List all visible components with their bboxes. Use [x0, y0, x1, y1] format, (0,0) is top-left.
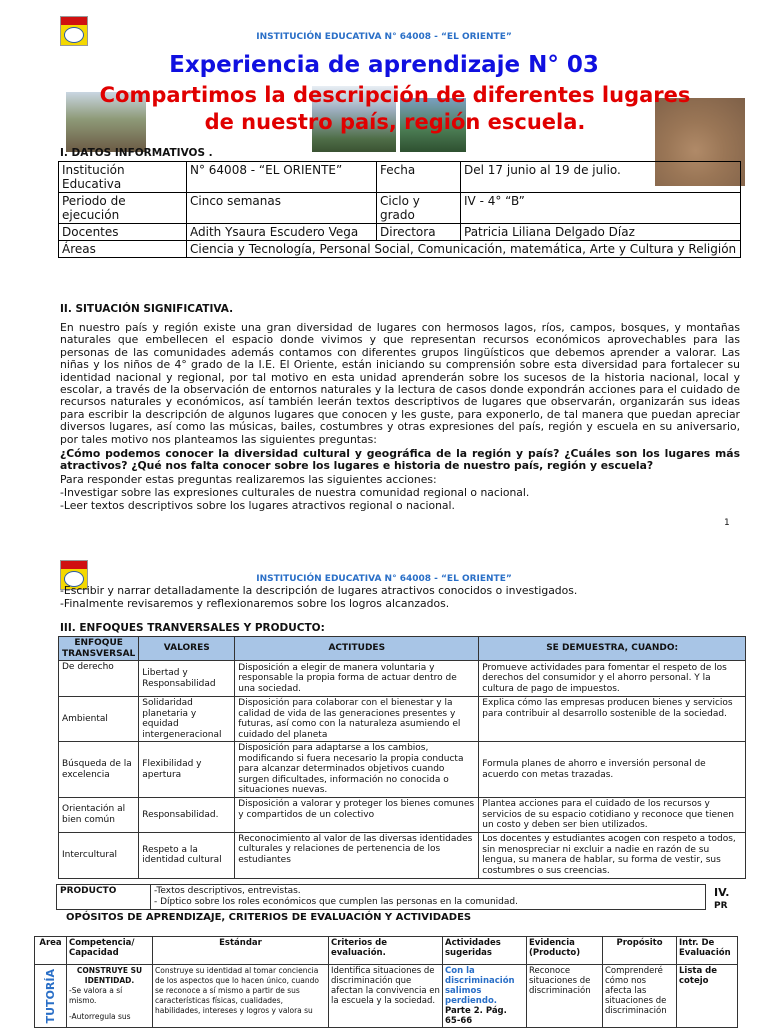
subtitle-line-2: de nuestro país, región escuela. — [204, 110, 586, 134]
criterios-cell: Identifica situaciones de discriminación que afectan la convivencia en la escuela y la sociedad. — [329, 965, 443, 1028]
product-line: - Díptico sobre los roles económicos que cumplen las personas en la comunidad. — [154, 897, 518, 907]
actividades-cell — [443, 965, 527, 1028]
table-row — [59, 661, 746, 697]
value-cell: Patricia Liliana Delgado Díaz — [461, 224, 741, 241]
column-header: Estándar — [153, 937, 329, 965]
demuestra-cell: Los docentes y estudiantes acogen con respeto a todos, sin menospreciar ni excluir a nadie en razón de su lengua, su manera de hablar, su forma de vestir, sus costumbres o sus creencias. — [479, 832, 746, 878]
product-label: PRODUCTO — [57, 885, 151, 910]
demuestra-cell: Plantea acciones para el cuidado de los recursos y servicios de su espacio cotidiano y reconoce que tienen un costo y deben ser bien utilizados. — [479, 798, 746, 833]
section-4-number: IV. — [714, 886, 730, 899]
product-line: -Textos descriptivos, entrevistas. — [154, 886, 301, 896]
column-header: Criterios de evaluación. — [329, 937, 443, 965]
table-row — [59, 162, 741, 193]
valores-cell: Solidaridad planetaria y equidad intergeneracional — [139, 697, 235, 742]
column-header: Evidencia (Producto) — [527, 937, 603, 965]
column-header: Actividades sugeridas — [443, 937, 527, 965]
valores-cell: Flexibilidad y apertura — [139, 742, 235, 798]
activity-title: Con la discriminación salimos perdiendo. — [445, 966, 515, 1006]
label-cell: Fecha — [377, 162, 461, 193]
label-cell: Docentes — [59, 224, 187, 241]
valores-cell: Respeto a la identidad cultural — [139, 832, 235, 878]
label-cell: Áreas — [59, 241, 187, 258]
datos-informativos-table — [58, 161, 741, 258]
label-cell: Directora — [377, 224, 461, 241]
page-number: 1 — [724, 518, 730, 528]
enfoque-cell: De derecho — [59, 661, 139, 697]
area-label: TUTORÍA — [43, 968, 57, 1024]
competencia-title: CONSTRUYE SU IDENTIDAD. — [76, 966, 143, 985]
table-row — [59, 832, 746, 878]
proposito-cell: Comprenderé cómo nos afecta las situaciones de discriminación — [603, 965, 677, 1028]
table-header-row — [35, 937, 738, 965]
table-row — [35, 965, 738, 1028]
competencia-item: -Se valora a sí mismo. — [69, 986, 123, 1005]
table-row — [59, 697, 746, 742]
estandar-cell: Construye su identidad al tomar conciencia de los aspectos que lo hacen único, cuando se reconoce a sí mismo a partir de sus características físicas, cualidades, habilidades, intereses y logros y valora su — [153, 965, 329, 1028]
table-row — [59, 193, 741, 224]
page-title: Experiencia de aprendizaje N° 03 — [169, 52, 599, 78]
enfoque-cell: Orientación al bien común — [59, 798, 139, 833]
enfoque-cell: Intercultural — [59, 832, 139, 878]
actitudes-cell: Disposición a valorar y proteger los bienes comunes y compartidos de un colectivo — [235, 798, 479, 833]
value-cell: Cinco semanas — [187, 193, 377, 224]
section-4-heading-prefix: PR — [714, 901, 728, 911]
action-item: -Finalmente revisaremos y reflexionaremos sobre los logros alcanzados. — [60, 597, 450, 610]
valores-cell: Libertad y Responsabilidad — [139, 661, 235, 697]
table-row — [57, 885, 706, 910]
activity-reference: Parte 2. Pág. 65-66 — [445, 1006, 507, 1026]
value-cell: N° 64008 - “EL ORIENTE” — [187, 162, 377, 193]
enfoques-table — [58, 636, 746, 879]
propositos-table — [34, 936, 738, 1028]
demuestra-cell: Explica cómo las empresas producen bienes y servicios para contribuir al desarrollo sostenible de la sociedad. — [479, 697, 746, 742]
action-item: -Investigar sobre las expresiones culturales de nuestra comunidad regional o nacional. — [60, 486, 530, 499]
competencia-cell — [67, 965, 153, 1028]
enfoque-cell: Búsqueda de la excelencia — [59, 742, 139, 798]
action-item: -Escribir y narrar detalladamente la descripción de lugares atractivos conocidos o investigados. — [60, 584, 578, 597]
instrumento-cell: Lista de cotejo — [677, 965, 738, 1028]
enfoque-cell: Ambiental — [59, 697, 139, 742]
institution-header: INSTITUCIÓN EDUCATIVA N° 64008 - “EL ORIENTE” — [256, 32, 512, 42]
table-row — [59, 241, 741, 258]
label-cell: Periodo de ejecución — [59, 193, 187, 224]
table-row — [59, 224, 741, 241]
table-row — [59, 742, 746, 798]
guiding-questions: ¿Cómo podemos conocer la diversidad cultural y geográfica de la región y país? ¿Cuáles son los lugares más atractivos? ¿Qué nos falta conocer sobre los lugares e historia de nuestro país, región y escuela? — [60, 447, 740, 473]
column-header: ACTITUDES — [235, 637, 479, 661]
column-header: Area — [35, 937, 67, 965]
column-header: Competencia/ Capacidad — [67, 937, 153, 965]
section-4-heading: OPÓSITOS DE APRENDIZAJE, CRITERIOS DE EVALUACIÓN Y ACTIVIDADES — [66, 912, 472, 923]
action-item: -Leer textos descriptivos sobre los lugares atractivos regional o nacional. — [60, 499, 455, 512]
column-header: ENFOQUE TRANSVERSAL — [59, 637, 139, 661]
actitudes-cell: Disposición para colaborar con el bienestar y la calidad de vida de las generaciones presentes y futuras, así como con la naturaleza asumiendo el cuidado del planeta — [235, 697, 479, 742]
section-3-heading: III. ENFOQUES TRANVERSALES Y PRODUCTO: — [60, 622, 325, 634]
value-cell: IV - 4° “B” — [461, 193, 741, 224]
actitudes-cell: Reconocimiento al valor de las diversas identidades culturales y relaciones de pertenencia de los estudiantes — [235, 832, 479, 878]
area-cell — [35, 965, 67, 1028]
value-cell: Ciencia y Tecnología, Personal Social, Comunicación, matemática, Arte y Cultura y Religión — [187, 241, 741, 258]
label-cell: Ciclo y grado — [377, 193, 461, 224]
value-cell: Adith Ysaura Escudero Vega — [187, 224, 377, 241]
evidencia-cell: Reconoce situaciones de discriminación — [527, 965, 603, 1028]
column-header: VALORES — [139, 637, 235, 661]
producto-table — [56, 884, 706, 910]
section-1-heading: I. DATOS INFORMATIVOS . — [60, 147, 213, 159]
product-value — [151, 885, 706, 910]
actions-intro: Para responder estas preguntas realizaremos las siguientes acciones: — [60, 473, 437, 486]
table-row — [59, 798, 746, 833]
label-cell: Institución Educativa — [59, 162, 187, 193]
actitudes-cell: Disposición para adaptarse a los cambios, modificando si fuera necesario la propia conducta para alcanzar determinados objetivos cuando surgen dificultades, información no conocida o situaciones nuevas. — [235, 742, 479, 798]
situation-paragraph: En nuestro país y región existe una gran diversidad de lugares con hermosos lagos, ríos, campos, bosques, y montañas naturales que embellecen el espacio donde vivimos y que representan recursos económicos aprovechables para las personas de las comunidades además contamos con diferentes grupos lingüísticos que debemos aprender a valorar. Las niñas y los niños de 4° grado de la I.E. El Oriente, están iniciando su comprensión sobre esta diversidad para fortalecer su identidad nacional y regional, por tal motivo en esta unidad aprenderán sobre los sucesos de la historia nacional, local y escolar, a través de la observación de entornos naturales y la lectura de casos donde expondrán acciones para el cuidado de recursos naturales y económicos, así también leerán textos descriptivos de lugares que observarán, organizarán sus ideas para escribir la descripción de algunos lugares que conocen y les guste, para exponerlo, de tal manera que puedan apreciar diversos lugares, así como las músicas, bailes, costumbres y otras expresiones del país, región y escuela en su aniversario, por tales motivo nos planteamos las siguientes preguntas: — [60, 321, 740, 446]
column-header: Propósito — [603, 937, 677, 965]
section-2-heading: II. SITUACIÓN SIGNIFICATIVA. — [60, 303, 234, 315]
actitudes-cell: Disposición a elegir de manera voluntaria y responsable la propia forma de actuar dentro de una sociedad. — [235, 661, 479, 697]
demuestra-cell: Promueve actividades para fomentar el respeto de los derechos del consumidor y el ahorro personal. Y la cultura de pago de impuestos. — [479, 661, 746, 697]
competencia-item: -Autorregula sus — [69, 1012, 131, 1021]
institution-header: INSTITUCIÓN EDUCATIVA N° 64008 - “EL ORIENTE” — [256, 574, 512, 584]
column-header: Intr. De Evaluación — [677, 937, 738, 965]
table-header-row — [59, 637, 746, 661]
value-cell: Del 17 junio al 19 de julio. — [461, 162, 741, 193]
column-header: SE DEMUESTRA, CUANDO: — [479, 637, 746, 661]
valores-cell: Responsabilidad. — [139, 798, 235, 833]
subtitle-line-1: Compartimos la descripción de diferentes lugares — [99, 83, 691, 107]
demuestra-cell: Formula planes de ahorro e inversión personal de acuerdo con metas trazadas. — [479, 742, 746, 798]
